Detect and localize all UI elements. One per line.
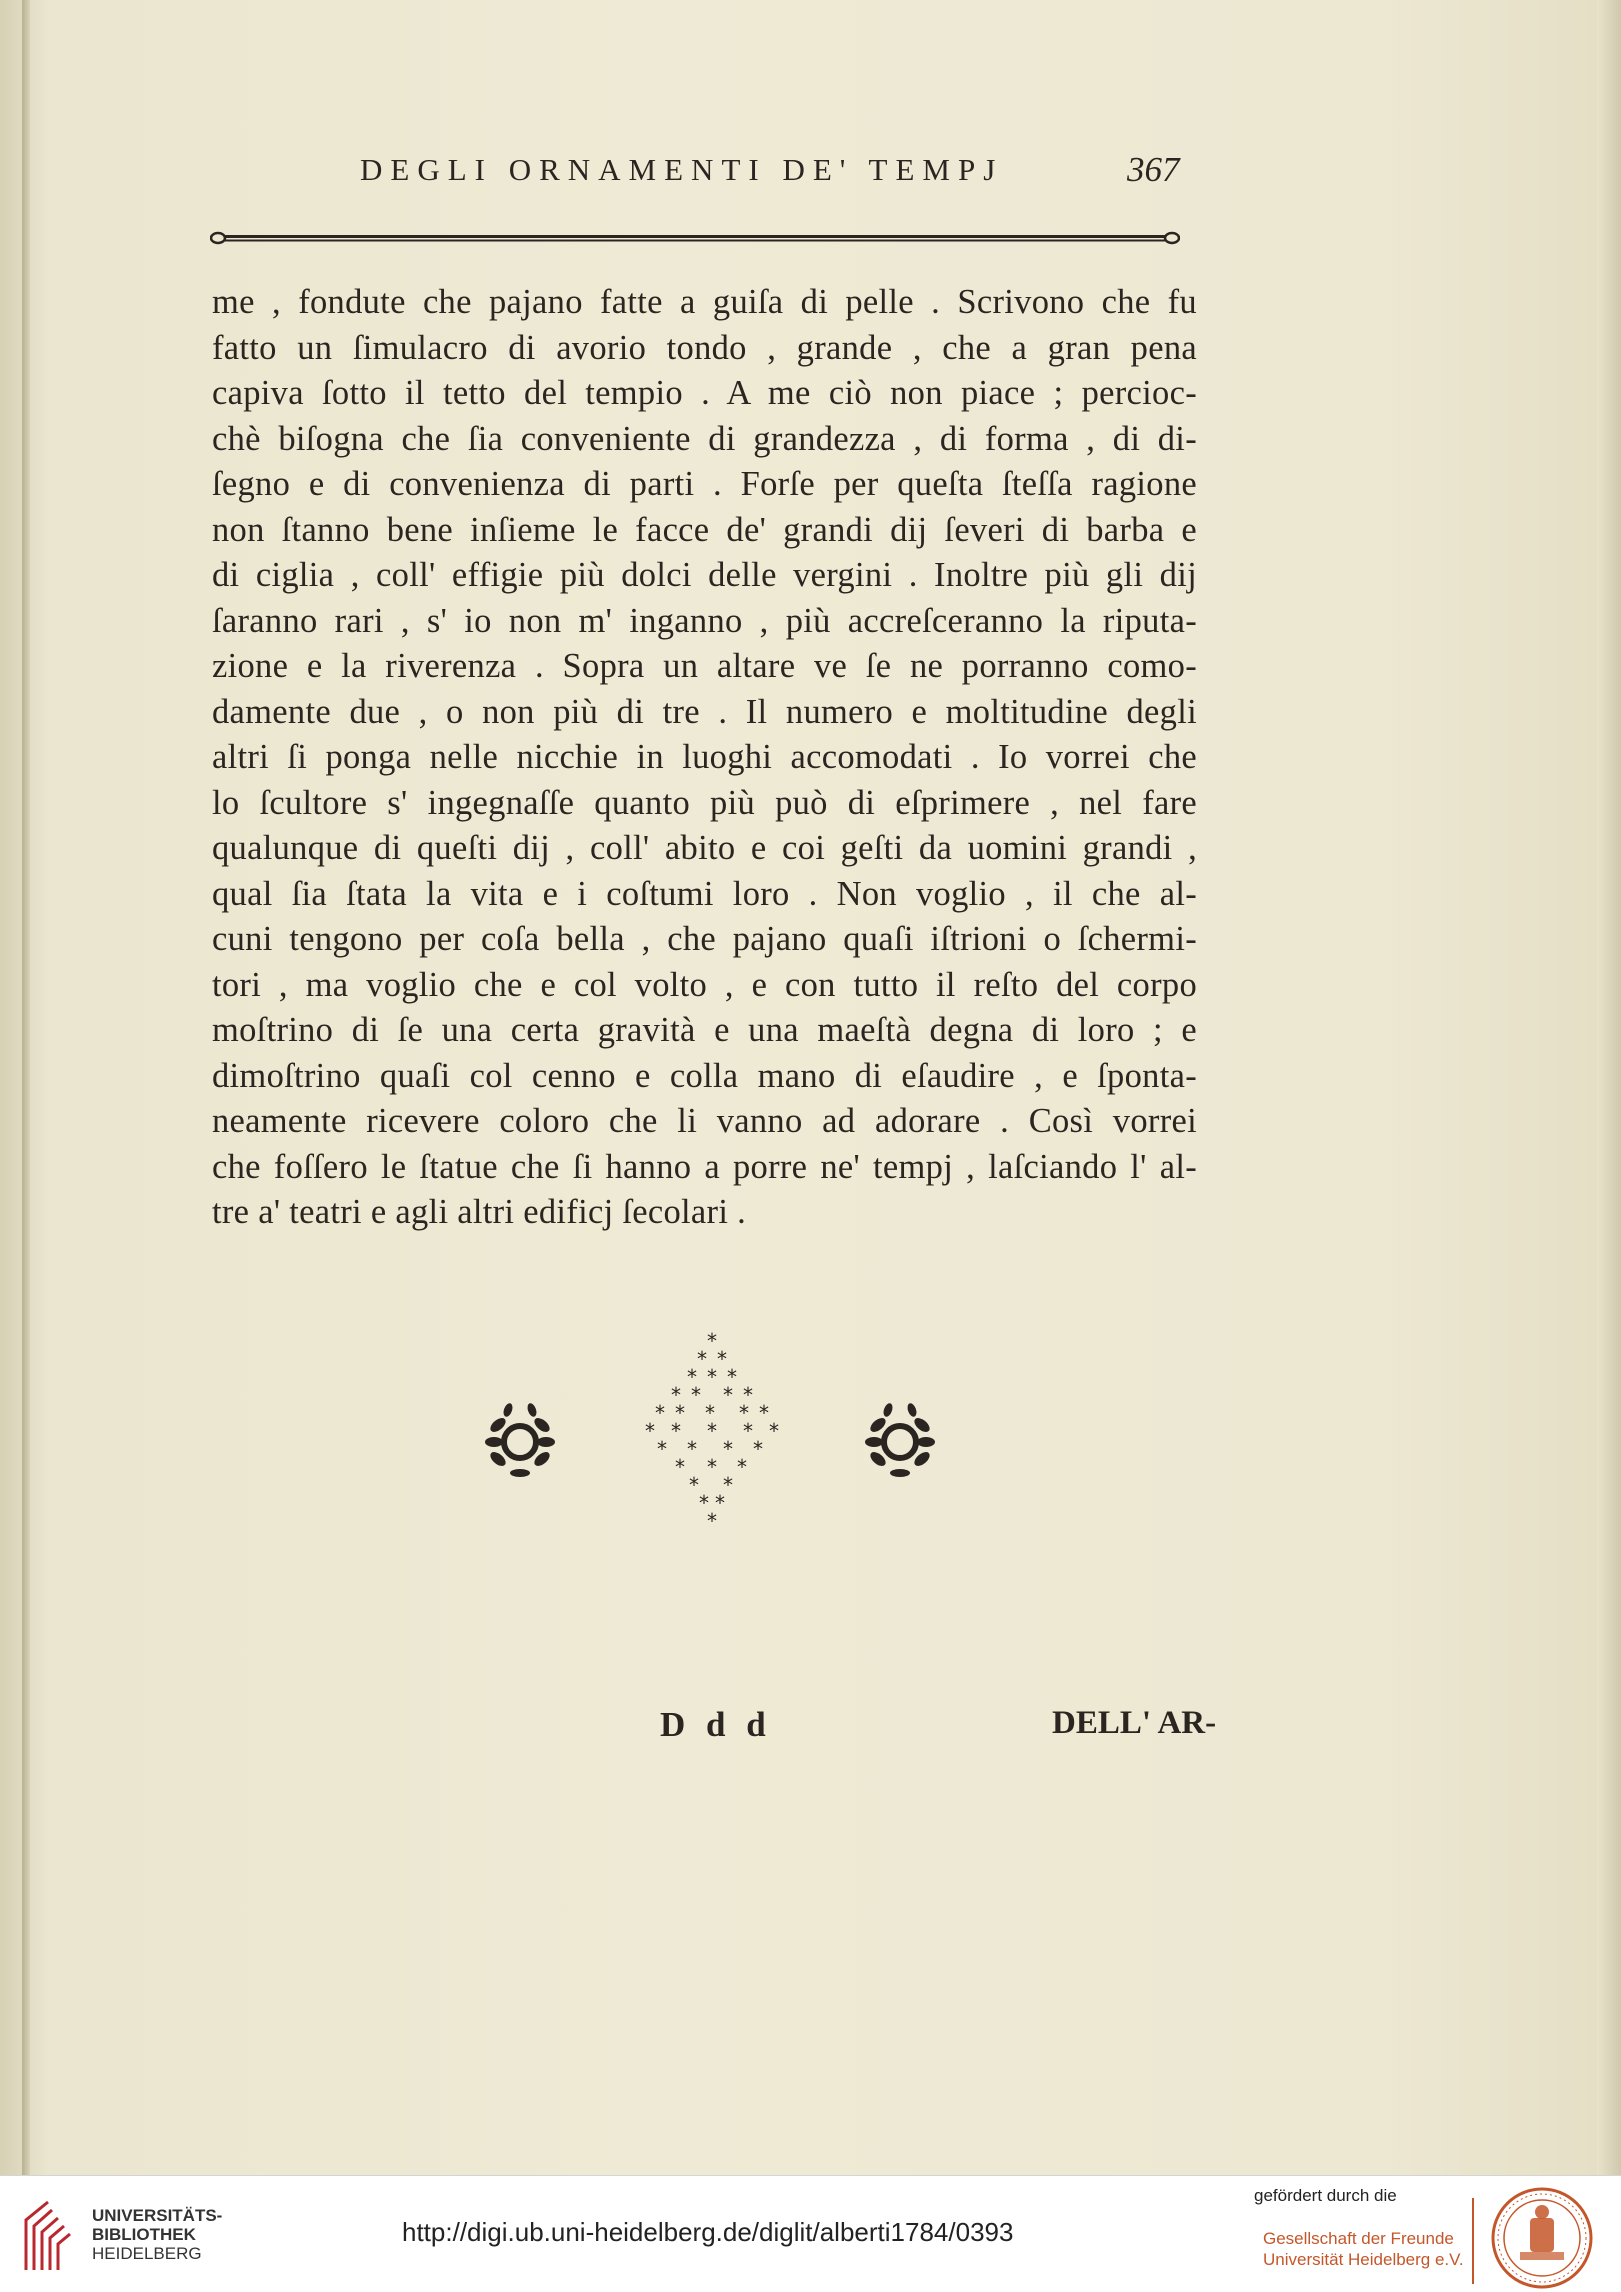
text-line: altri ſi ponga nelle nicchie in luoghi accomodati . Io vorrei che <box>212 738 1197 776</box>
header-rule <box>210 231 1180 245</box>
svg-text:*: * <box>753 1437 763 1461</box>
svg-text:*: * <box>645 1419 655 1443</box>
text-line: cuni tengono per coſa bella , che pajano quaſi iſtrioni o ſchermi- <box>212 920 1197 958</box>
page-number: 367 <box>1127 150 1180 189</box>
svg-text:*: * <box>727 1365 737 1389</box>
svg-text:*: * <box>737 1455 747 1479</box>
text-line: non ſtanno bene inſieme le facce de' grandi dij ſeveri di barba e <box>212 510 1197 549</box>
text-line: dimoſtrino quaſi col cenno e colla mano di eſaudire , e ſponta- <box>212 1056 1197 1095</box>
text-line: neamente ricevere coloro che li vanno ad adorare . Così vorrei <box>212 1102 1197 1140</box>
svg-text:*: * <box>687 1437 697 1461</box>
svg-text:*: * <box>675 1401 685 1425</box>
svg-text:*: * <box>707 1509 717 1533</box>
text-line: ſegno e di convenienza di parti . Forſe per queſta ſteſſa ragione <box>212 465 1197 503</box>
signature-mark: D d d <box>660 1705 772 1744</box>
svg-text:*: * <box>707 1330 717 1353</box>
text-line: qualunque di queſti dij , coll' abito e coi geſti da uomini grandi , <box>212 829 1197 867</box>
text-line: capiva ſotto il tetto del tempio . A me ciò non piace ; percioc- <box>212 374 1197 412</box>
university-library-name[interactable] <box>92 2206 222 2263</box>
sponsor-society-link[interactable] <box>1263 2228 1464 2270</box>
text-line: moſtrino di ſe una certa gravità e una maeſtà degna di loro ; e <box>212 1011 1197 1049</box>
svg-text:*: * <box>689 1473 699 1497</box>
svg-text:*: * <box>699 1491 709 1515</box>
svg-text:*: * <box>723 1473 733 1497</box>
library-name-line: HEIDELBERG <box>92 2244 202 2263</box>
left-wreath-icon <box>485 1402 555 1477</box>
university-library-logo-icon[interactable] <box>18 2190 78 2278</box>
svg-text:*: * <box>671 1419 681 1443</box>
text-line: qual ſia ſtata la vita e i coſtumi loro . Non voglio , il che al- <box>212 874 1197 913</box>
right-wreath-icon <box>865 1402 935 1477</box>
svg-text:*: * <box>759 1401 769 1425</box>
printers-ornament <box>480 1330 940 1540</box>
society-name-line: Universität Heidelberg e.V. <box>1263 2250 1464 2269</box>
svg-text:*: * <box>707 1455 717 1479</box>
text-line: tori , ma voglio che e col volto , e con tutto il reſto del corpo <box>212 965 1197 1004</box>
svg-text:*: * <box>705 1401 715 1425</box>
text-line: ſaranno rari , s' io non m' inganno , più accreſceranno la riputa- <box>212 601 1197 640</box>
text-line: me , fondute che pajano fatte a guiſa di pelle . Scrivono che fu <box>212 283 1197 321</box>
text-line: che foſſero le ſtatue che ſi hanno a porre ne' tempj , laſciando l' al- <box>212 1147 1197 1186</box>
svg-text:*: * <box>707 1365 717 1389</box>
text-line: fatto un ſimulacro di avorio tondo , grande , che a gran pena <box>212 328 1197 367</box>
svg-text:*: * <box>743 1383 753 1407</box>
catchword: DELL' AR- <box>1052 1705 1217 1741</box>
document-url-link[interactable]: http://digi.ub.uni-heidelberg.de/diglit/alberti1784/0393 <box>402 2217 1014 2247</box>
svg-text:*: * <box>697 1347 707 1371</box>
svg-text:*: * <box>671 1383 681 1407</box>
svg-text:*: * <box>675 1455 685 1479</box>
text-line: damente due , o non più di tre . Il numero e moltitudine degli <box>212 692 1197 731</box>
svg-text:*: * <box>739 1401 749 1425</box>
svg-text:*: * <box>723 1437 733 1461</box>
page-gutter-shadow <box>22 0 30 2175</box>
svg-text:*: * <box>723 1383 733 1407</box>
svg-text:*: * <box>707 1419 717 1443</box>
svg-text:*: * <box>743 1419 753 1443</box>
page-right-edge <box>1597 0 1621 2175</box>
svg-text:*: * <box>769 1419 779 1443</box>
funded-by-label: gefördert durch die <box>1254 2186 1397 2205</box>
text-line: zione e la riverenza . Sopra un altare ve ſe ne porranno como- <box>212 647 1197 685</box>
text-line: tre a' teatri e agli altri edificj ſecolari . <box>212 1193 747 1231</box>
text-line: lo ſcultore s' ingegnaſſe quanto più può di eſprimere , nel fare <box>212 783 1197 822</box>
sponsor-divider <box>1472 2198 1474 2284</box>
library-name-line: BIBLIOTHEK <box>92 2225 196 2244</box>
svg-text:*: * <box>691 1383 701 1407</box>
text-line: di ciglia , coll' effigie più dolci delle vergini . Inoltre più gli dij <box>212 556 1197 594</box>
svg-text:*: * <box>717 1347 727 1371</box>
body-text <box>212 280 1197 1236</box>
footer-bar <box>0 2175 1621 2292</box>
library-name-line: UNIVERSITÄTS- <box>92 2206 223 2225</box>
star-cluster-icon <box>645 1330 779 1533</box>
text-line: chè biſogna che ſia conveniente di grandezza , di forma , di di- <box>212 419 1197 458</box>
svg-text:*: * <box>687 1365 697 1389</box>
university-seal-icon <box>1490 2186 1594 2290</box>
society-name-line: Gesellschaft der Freunde <box>1263 2229 1454 2248</box>
svg-text:*: * <box>655 1401 665 1425</box>
svg-text:*: * <box>657 1437 667 1461</box>
svg-text:*: * <box>715 1491 725 1515</box>
running-head: DEGLI ORNAMENTI DE' TEMPJ <box>360 152 1004 187</box>
